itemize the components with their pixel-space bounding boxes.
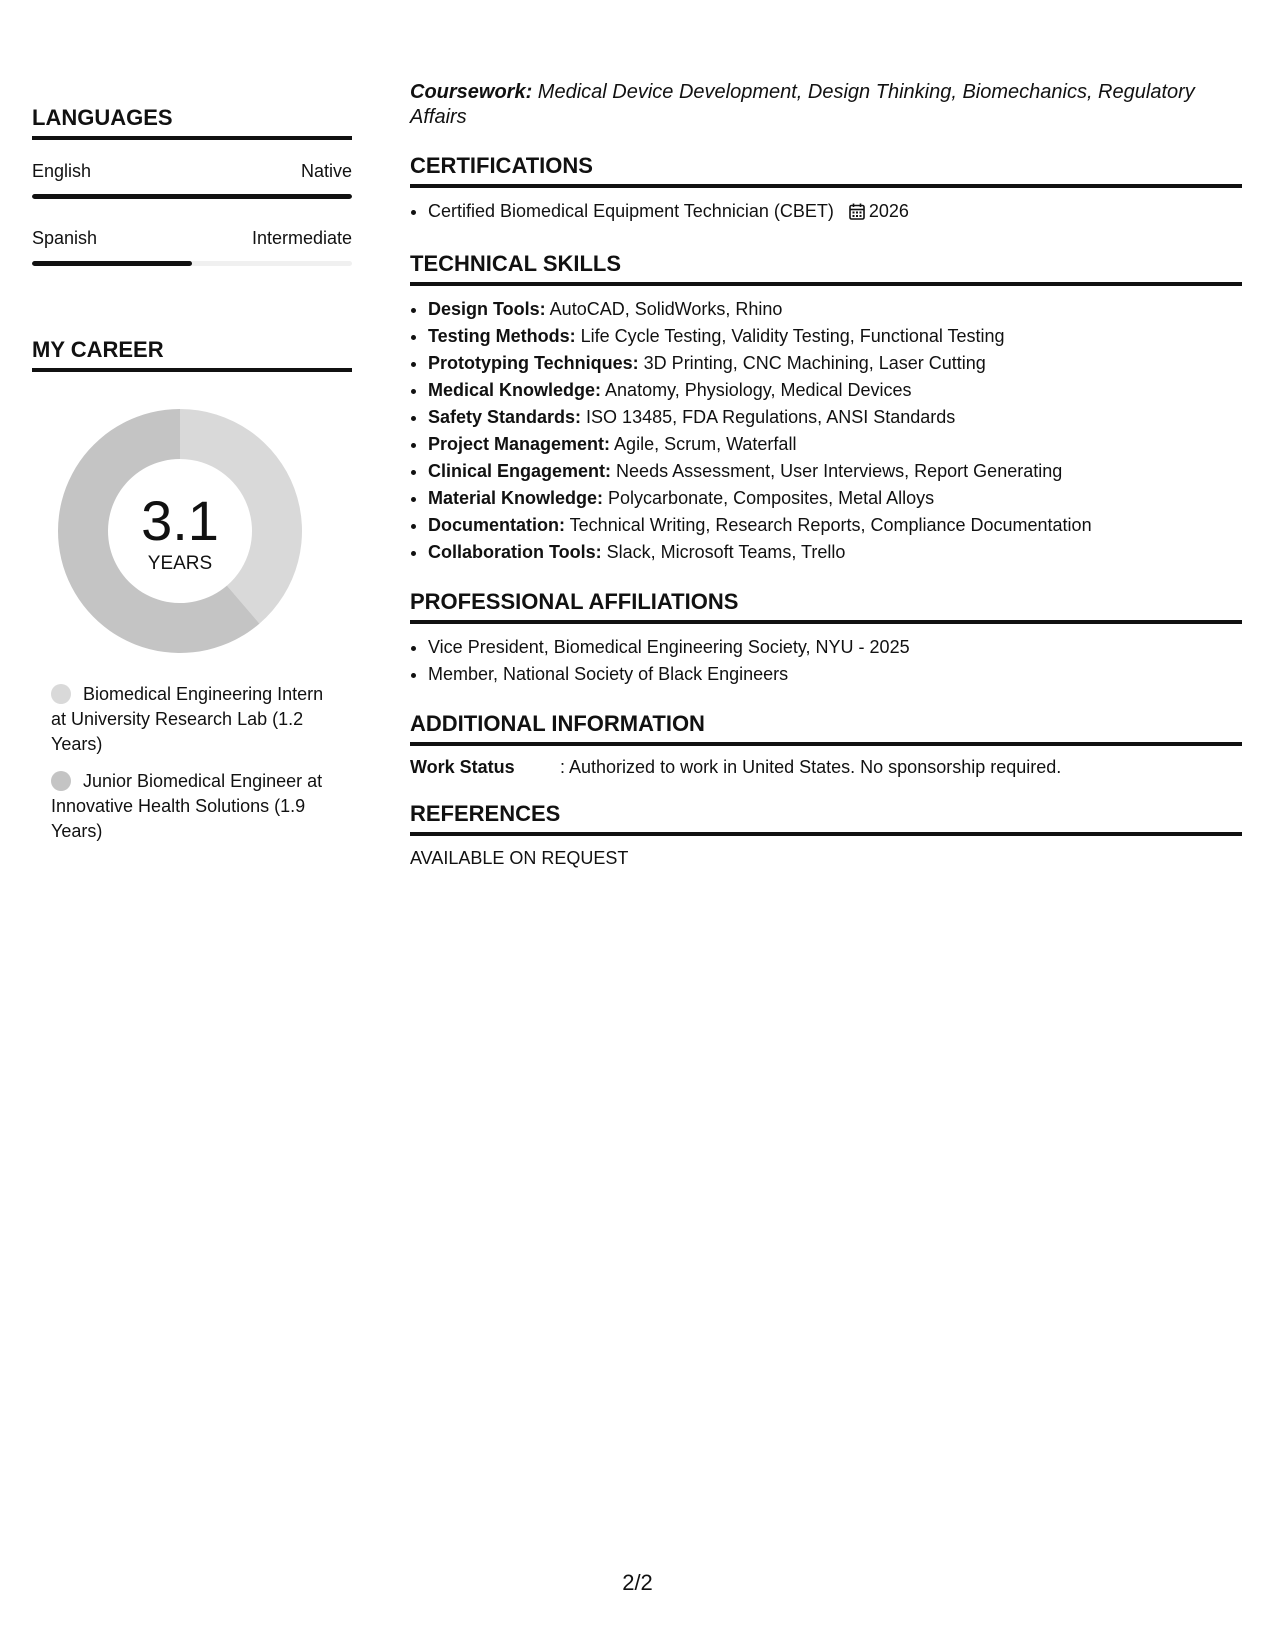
- additional-info-section: [410, 710, 1242, 778]
- skill-label: Medical Knowledge:: [428, 380, 602, 400]
- affiliations-heading: PROFESSIONAL AFFILIATIONS: [410, 588, 1242, 624]
- skill-label: Design Tools:: [428, 299, 546, 319]
- main-column: [410, 80, 1242, 869]
- list-item: [428, 539, 1242, 566]
- skill-label: Testing Methods:: [428, 326, 576, 346]
- career-total-unit: YEARS: [147, 553, 213, 574]
- skill-label: Safety Standards:: [428, 407, 582, 427]
- additional-info-heading: ADDITIONAL INFORMATION: [410, 710, 1242, 746]
- certification-year: 2026: [868, 201, 909, 221]
- references-text: AVAILABLE ON REQUEST: [410, 848, 629, 868]
- certifications-heading: CERTIFICATIONS: [410, 152, 1242, 188]
- career-legend: [51, 682, 341, 844]
- list-item: [428, 198, 1242, 228]
- list-item: • Vice President, Biomedical Engineering Society, NYU - 2025: [428, 634, 1242, 661]
- list-item: [428, 458, 1242, 485]
- list-item: [428, 485, 1242, 512]
- skill-value: Anatomy, Physiology, Medical Devices: [601, 380, 912, 400]
- certifications-section: [410, 152, 1242, 228]
- language-item-spanish: [32, 227, 352, 266]
- legend-item: [51, 769, 341, 844]
- skill-label: Prototyping Techniques:: [428, 353, 639, 373]
- list-item: [428, 512, 1242, 539]
- list-item: [428, 350, 1242, 377]
- language-item-english: [32, 160, 352, 199]
- language-level: Native: [300, 161, 352, 181]
- skill-value: AutoCAD, SolidWorks, Rhino: [545, 299, 783, 319]
- language-name: Spanish: [32, 228, 98, 248]
- skill-value: Needs Assessment, User Interviews, Report Generating: [611, 461, 1063, 481]
- language-name: English: [32, 161, 92, 181]
- skill-value: ISO 13485, FDA Regulations, ANSI Standards: [581, 407, 956, 427]
- career-total-value: 3.1: [141, 489, 219, 552]
- skill-value: Agile, Scrum, Waterfall: [610, 434, 797, 454]
- skill-label: Documentation:: [428, 515, 565, 535]
- skill-label: Collaboration Tools:: [428, 542, 602, 562]
- skill-value: Life Cycle Testing, Validity Testing, Functional Testing: [575, 326, 1005, 346]
- sidebar-column: [32, 104, 352, 856]
- legend-swatch: [51, 771, 71, 791]
- skill-value: Technical Writing, Research Reports, Compliance Documentation: [565, 515, 1092, 535]
- skill-value: 3D Printing, CNC Machining, Laser Cutting: [638, 353, 986, 373]
- certification-name: Certified Biomedical Equipment Technician (CBET): [428, 201, 834, 221]
- coursework: [410, 80, 1242, 130]
- legend-label: Junior Biomedical Engineer at Innovative Health Solutions (1.9 Years): [51, 771, 323, 841]
- language-level: Intermediate: [251, 228, 352, 248]
- technical-skills-section: [410, 250, 1242, 566]
- skill-label: Clinical Engagement:: [428, 461, 612, 481]
- technical-skills-heading: TECHNICAL SKILLS: [410, 250, 1242, 286]
- skill-value: Slack, Microsoft Teams, Trello: [601, 542, 846, 562]
- list-item: [428, 404, 1242, 431]
- list-item: [428, 377, 1242, 404]
- list-item: • Member, National Society of Black Engineers: [428, 661, 1242, 688]
- legend-item: [51, 682, 341, 757]
- skill-value: Polycarbonate, Composites, Metal Alloys: [603, 488, 935, 508]
- coursework-label: Coursework:: [410, 81, 533, 103]
- work-status-label: Work Status: [410, 757, 515, 777]
- language-proficiency-fill: [32, 261, 192, 266]
- skill-label: Material Knowledge:: [428, 488, 604, 508]
- languages-heading: LANGUAGES: [32, 104, 352, 140]
- legend-label: Biomedical Engineering Intern at University Research Lab (1.2 Years): [51, 684, 324, 754]
- language-proficiency-fill: [32, 194, 352, 199]
- calendar-icon: [849, 201, 865, 228]
- work-status-row: [410, 756, 1242, 778]
- career-section: [32, 336, 352, 844]
- career-heading: MY CAREER: [32, 336, 352, 372]
- career-donut-chart: [55, 406, 305, 656]
- list-item: [428, 323, 1242, 350]
- affiliations-section: [410, 588, 1242, 688]
- list-item: [428, 431, 1242, 458]
- coursework-text: Medical Device Development, Design Thinking, Biomechanics, Regulatory Affairs: [410, 81, 1195, 128]
- language-proficiency-bar: [32, 261, 352, 266]
- page-number: 2/2: [622, 1570, 653, 1595]
- skill-label: Project Management:: [428, 434, 611, 454]
- legend-swatch: [51, 684, 71, 704]
- skills-list: [410, 296, 1242, 566]
- references-section: [410, 800, 1242, 869]
- language-proficiency-bar: [32, 194, 352, 199]
- list-item: [428, 296, 1242, 323]
- references-heading: REFERENCES: [410, 800, 1242, 836]
- work-status-value: : Authorized to work in United States. No sponsorship required.: [560, 757, 1062, 777]
